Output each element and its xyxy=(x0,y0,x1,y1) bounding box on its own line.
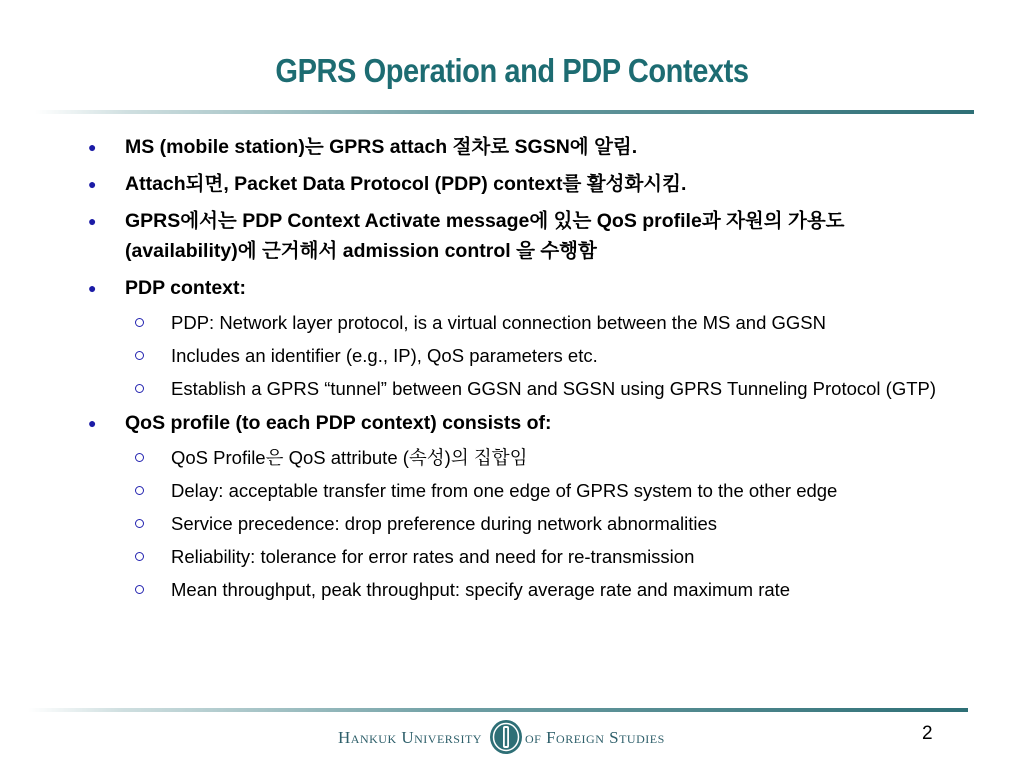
bullet-text: MS (mobile station)는 GPRS attach 절차로 SGSN에 알림. xyxy=(125,136,638,158)
bullet-dot-icon: ● xyxy=(88,415,97,431)
hollow-circle-icon xyxy=(135,453,144,462)
logo-text-left: Hankuk University xyxy=(338,728,482,747)
bullet-list xyxy=(82,132,942,609)
sub-bullet-item xyxy=(82,444,942,471)
bullet-item xyxy=(82,206,942,266)
sub-bullet-item xyxy=(82,477,942,504)
hollow-circle-icon xyxy=(135,318,144,327)
sub-bullet-item xyxy=(82,375,942,402)
bullet-dot-icon: ● xyxy=(88,176,97,192)
bullet-item xyxy=(82,169,942,199)
sub-bullet-text: Delay: acceptable transfer time from one edge of GPRS system to the other edge xyxy=(171,480,838,501)
sub-bullet-text: Reliability: tolerance for error rates and need for re-transmission xyxy=(171,546,695,567)
hollow-circle-icon xyxy=(135,486,144,495)
footer-divider xyxy=(28,708,968,712)
title-divider xyxy=(35,110,974,114)
hollow-circle-icon xyxy=(135,351,144,360)
sub-bullet-item xyxy=(82,309,942,336)
sub-bullet-item xyxy=(82,342,942,369)
slide-title: GPRS Operation and PDP Contexts xyxy=(275,52,749,89)
sub-bullet-item xyxy=(82,576,942,603)
bullet-item xyxy=(82,132,942,162)
hollow-circle-icon xyxy=(135,519,144,528)
sub-bullet-text: PDP: Network layer protocol, is a virtual connection between the MS and GGSN xyxy=(171,312,826,333)
sub-bullet-text: Includes an identifier (e.g., IP), QoS parameters etc. xyxy=(171,345,598,366)
bullet-item xyxy=(82,408,942,438)
bullet-item xyxy=(82,273,942,303)
bullet-text: PDP context: xyxy=(125,277,246,299)
bullet-dot-icon: ● xyxy=(88,213,97,229)
bullet-text: Attach되면, Packet Data Protocol (PDP) context를 활성화시킴. xyxy=(125,173,687,195)
sub-bullet-text: Establish a GPRS “tunnel” between GGSN and SGSN using GPRS Tunneling Protocol (GTP) xyxy=(171,378,937,399)
sub-bullet-item xyxy=(82,510,942,537)
sub-bullet-text: Mean throughput, peak throughput: specify average rate and maximum rate xyxy=(171,579,791,600)
university-logo xyxy=(338,716,678,758)
sub-bullet-item xyxy=(82,543,942,570)
sub-bullet-text: Service precedence: drop preference during network abnormalities xyxy=(171,513,718,534)
logo-text-right: of Foreign Studies xyxy=(525,728,665,747)
sub-bullet-text: QoS Profile은 QoS attribute (속성)의 집합임 xyxy=(171,447,528,468)
bullet-text: QoS profile (to each PDP context) consists of: xyxy=(125,412,552,434)
hollow-circle-icon xyxy=(135,585,144,594)
bullet-text: GPRS에서는 PDP Context Activate message에 있는 QoS profile과 자원의 가용도(availability)에 근거해서 admission control 을 수행함 xyxy=(125,210,845,262)
hollow-circle-icon xyxy=(135,552,144,561)
page-number: 2 xyxy=(922,723,933,744)
bullet-dot-icon: ● xyxy=(88,280,97,296)
bullet-dot-icon: ● xyxy=(88,139,97,155)
university-emblem-icon xyxy=(488,718,524,756)
hollow-circle-icon xyxy=(135,384,144,393)
